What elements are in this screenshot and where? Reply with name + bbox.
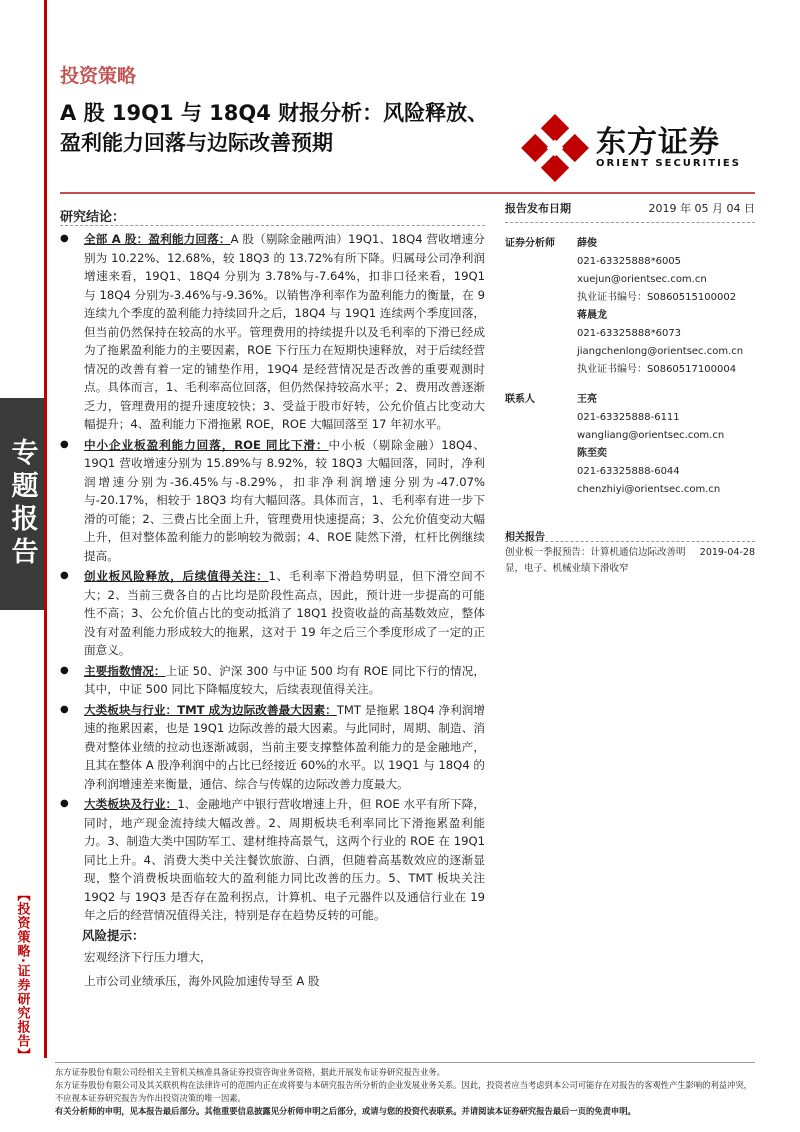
footer-line-3: 有关分析师的申明，见本报告最后部分。其他重要信息披露见分析师申明之后部分，或请与您的投资代表联系。并请阅读本证券研究报告最后一页的免责申明。 bbox=[55, 1106, 636, 1116]
left-red-rule bbox=[44, 0, 47, 1058]
bullet-body: 中小板（剔除金融）18Q4、19Q1 营收增速分别为 15.89%与 8.92%，较 18Q3 大幅回落，同时，净利润增速分别为-36.45%与-8.29%，扣非净利润增速分别为-47.07%与-20.17%，相较于 18Q3 均有大幅回落。具体而言，1、毛利率有进一步下滑的可能；2、三费占比全面上升，管理费用快速提高；3、公允价值变动大幅上升，但对整体盈利能力的影响较为微弱；4、ROE 陡然下滑，杠杆比例继续提高。 bbox=[84, 437, 485, 563]
bullet-body: TMT 是拖累 18Q4 净利润增速的拖累因素，也是 19Q1 边际改善的最大因素。与此同时，周期、制造、消费对整体业绩的拉动也逐渐减弱，当前主要支撑整体盈利能力的是金融地产，且其在整体 A 股净利润中的占比已经接近 60%的水平。以 19Q1 与 18Q4 的净利润增速差来衡量，通信、综合与传媒的边际改善力度最大。 bbox=[84, 702, 485, 791]
logo-text-en: ORIENT SECURITIES bbox=[596, 158, 741, 169]
contact-email[interactable]: chenzhiyi@orientsec.com.cn bbox=[577, 484, 721, 495]
side-tab-report-type: 专题报告 bbox=[0, 398, 44, 610]
contact-phone: 021-63325888-6111 bbox=[577, 412, 680, 423]
logo-text-cn: 东方证券 bbox=[596, 125, 720, 160]
bullet-body: 1、金融地产中银行营收增速上升，但 ROE 水平有所下降，同时，地产现金流持续大幅改善。2、周期板块毛利率同比下滑拖累盈利能力。3、制造大类中国防军工、建材维持高景气，这两个行业的 ROE 在 19Q1 同比上升。4、消费大类中关注餐饮旅游、白酒，但随着高基数效应的逐渐显现，整个消费板块面临较大的盈利能力同比改善的压力。5、TMT 板块关注 19Q2 与 19Q3 是否存在盈利拐点，计算机、电子元器件以及通信行业在 19 年之后的经营情况值得关注，特别是存在趋势反转的可能。 bbox=[84, 797, 485, 922]
report-info-sidebar bbox=[505, 200, 755, 499]
publish-date-row bbox=[505, 200, 755, 223]
footer-line-2: 东方证券股份有限公司及其关联机构在法律许可的范围内正在或将要与本研究报告所分析的企业发展业务关系。因此，投资者应当考虑到本公司可能存在对报告的客观性产生影响的利益冲突，不应视本证券研究报告为作出投资决策的唯一因素。 bbox=[55, 1080, 752, 1103]
analyst-cert: 执业证书编号：S0860515100002 bbox=[577, 292, 737, 303]
related-report-title[interactable]: 创业板一季报预告：计算机通信边际改善明显，电子、机械业绩下滑收窄 bbox=[505, 547, 686, 574]
bullet-head: 大类板块及行业： bbox=[84, 797, 178, 811]
analyst-phone: 021-63325888*6073 bbox=[577, 328, 682, 339]
bullet-head: 大类板块与行业：TMT 成为边际改善最大因素： bbox=[84, 702, 337, 717]
bullet-item bbox=[60, 436, 485, 566]
section-divider bbox=[60, 225, 485, 226]
bullet-item bbox=[60, 567, 485, 660]
analyst-block bbox=[505, 235, 755, 379]
bullet-item bbox=[60, 662, 485, 699]
report-category: 投资策略 bbox=[60, 65, 137, 87]
bullet-body: A 股（剔除金融两油）19Q1、18Q4 营收增速分别为 10.22%、12.68%，较 18Q3 的 13.72%有所下降。归属母公司净利润增速来看，19Q1、18Q4 分别为 3.78%与-7.64%，扣非口径来看，19Q1 与 18Q4 分别为-3.46%与-9.36%。以销售净利率作为盈利能力的衡量，在 9 连续九个季度的盈利能力持续回升之后，18Q4 与 19Q1 连续两个季度回落，但当前仍然保持在较高的水平。管理费用的持续提升以及毛利率的下滑已经成为了拖累盈利能力的主要因素，ROE 下行压力在短期快速释放，对于后续经营情况的改善有着一定的铺垫作用，19Q4 是经营情况是否改善的重要观测时点。具体而言，1、毛利率高位回落，但仍然保持较高水平；2、费用改善逐渐乏力，管理费用的提升速度较快；3、受益于股市好转，公允价值占比变动大幅提升；4、盈利能力下滑拖累 ROE，ROE 大幅回落至 17 年初水平。 bbox=[84, 232, 486, 431]
bullet-item bbox=[60, 795, 485, 925]
bullet-item bbox=[60, 230, 485, 434]
related-report-item[interactable] bbox=[505, 545, 755, 577]
bullet-body: 上证 50、沪深 300 与中证 500 均有 ROE 同比下行的情况，其中，中证 500 同比下降幅度较大，后续表现值得关注。 bbox=[84, 663, 485, 696]
analyst-label: 证券分析师 bbox=[505, 238, 555, 249]
bullet-item bbox=[60, 701, 485, 794]
bullet-body: 1、毛利率下滑趋势明显，但下滑空间不大；2、当前三费各自的占比均是阶段性高点，因此，预计进一步提高的可能性不高；3、公允价值占比的变动抵消了 18Q1 投资收益的高基数效应，整体没有对盈利能力形成较大的拖累，这对于 19 年之后三个季度形成了一定的正面意义。 bbox=[84, 569, 485, 657]
side-tab-category: 【投资策略·证券研究报告】 bbox=[14, 888, 30, 1062]
contact-name: 王亮 bbox=[577, 394, 597, 405]
analyst-name: 蒋晨龙 bbox=[577, 310, 607, 321]
contact-name: 陈至奕 bbox=[577, 448, 607, 459]
bullet-head: 主要指数情况： bbox=[84, 663, 166, 678]
bullet-head: 中小企业板盈利能力回落，ROE 同比下滑： bbox=[84, 437, 329, 452]
bullet-head: 全部 A 股：盈利能力回落： bbox=[84, 232, 231, 246]
analyst-cert: 执业证书编号：S0860517100004 bbox=[577, 364, 737, 375]
contact-email[interactable]: wangliang@orientsec.com.cn bbox=[577, 430, 725, 441]
disclaimer-footer bbox=[55, 1066, 755, 1118]
contact-phone: 021-63325888-6044 bbox=[577, 466, 680, 477]
related-reports-list bbox=[505, 545, 755, 577]
bullet-head: 创业板风险释放，后续值得关注： bbox=[84, 569, 269, 583]
analyst-email[interactable]: xuejun@orientsec.com.cn bbox=[577, 274, 707, 285]
contact-label: 联系人 bbox=[505, 394, 535, 405]
related-reports-heading: 相关报告 bbox=[505, 532, 545, 543]
research-conclusions bbox=[60, 230, 485, 993]
risk-item: 上市公司业绩承压，海外风险加速传导至 A 股 bbox=[84, 974, 320, 988]
related-divider bbox=[505, 541, 755, 542]
analyst-name: 薛俊 bbox=[577, 238, 597, 249]
risk-heading: 风险提示： bbox=[82, 927, 145, 943]
footer-line-1: 东方证券股份有限公司经相关主管机关核准具备证券投资咨询业务资格，据此开展发布证券研究报告业务。 bbox=[55, 1067, 445, 1077]
section-heading: 研究结论： bbox=[60, 210, 126, 225]
analyst-email[interactable]: jiangchenlong@orientsec.com.cn bbox=[577, 346, 744, 357]
risk-item: 宏观经济下行压力增大， bbox=[84, 950, 212, 964]
publish-date-value: 2019 年 05 月 04 日 bbox=[648, 202, 755, 215]
header-divider bbox=[60, 192, 755, 194]
analyst-phone: 021-63325888*6005 bbox=[577, 256, 682, 267]
related-report-date: 2019-04-28 bbox=[699, 547, 755, 558]
footer-divider bbox=[55, 1062, 755, 1063]
publish-date-label: 报告发布日期 bbox=[505, 202, 571, 215]
report-title: A 股 19Q1 与 18Q4 财报分析：风险释放、盈利能力回落与边际改善预期 bbox=[60, 101, 489, 155]
contact-block bbox=[505, 391, 755, 499]
